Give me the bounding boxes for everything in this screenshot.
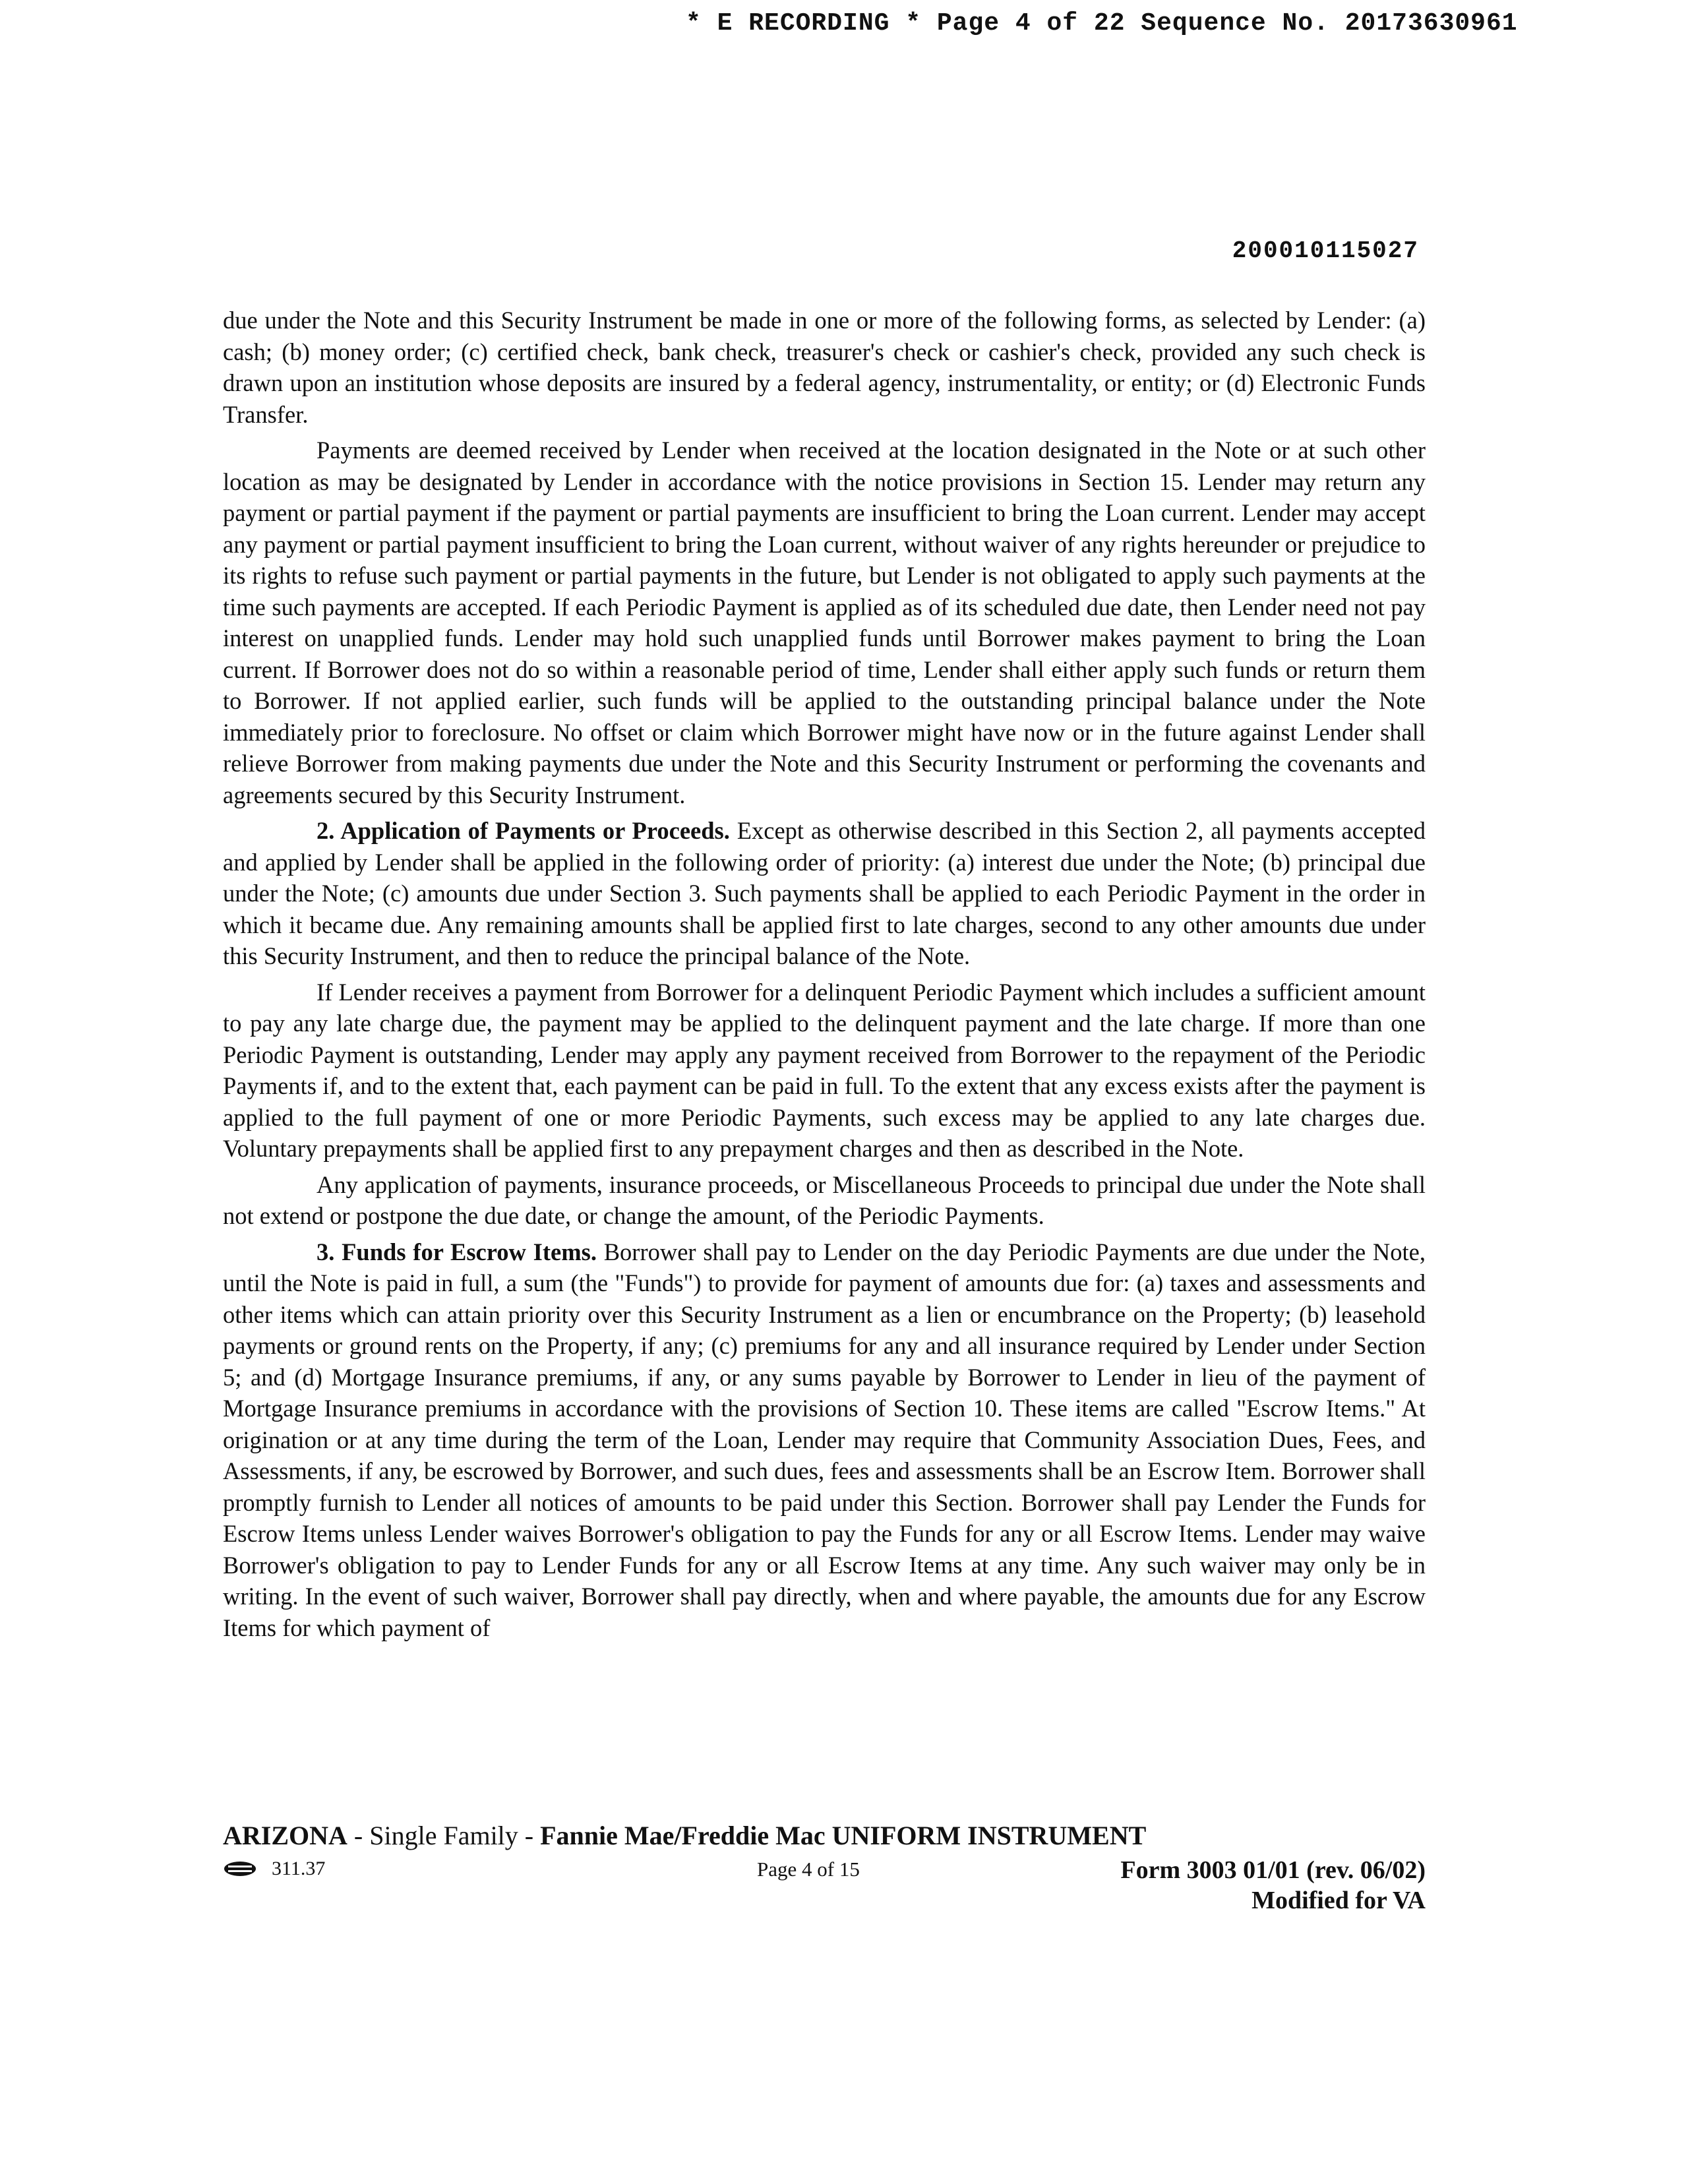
paragraph-application-of-proceeds — [223, 1169, 1426, 1232]
page-number: Page 4 of 15 — [757, 1858, 860, 1881]
paragraph-delinquent-payment — [223, 977, 1426, 1165]
document-number: 200010115027 — [1232, 237, 1419, 264]
footer-instrument-line — [223, 1820, 1426, 1851]
paragraph-text: due under the Note and this Security Instrument be made in one or more of the following forms, as selected by Lender: (a) cash; (b) money order; (c) certified check, bank check, treasurer's check or cashier's check, provided any such check is drawn upon an institution whose deposits are insured by a federal agency, instrumentality, or entity; or (d) Electronic Funds Transfer. — [223, 307, 1426, 428]
form-modified: Modified for VA — [1251, 1887, 1426, 1914]
form-code-text: 311.37 — [272, 1858, 326, 1879]
paragraph-text: Borrower shall pay to Lender on the day Periodic Payments are due under the Note, until the Note is paid in full, a sum (the "Funds") to provide for payment of amounts due for: (a) taxes and assessments and other items which can attain priority over this Security Instrument as a lien or encumbrance on the Property; (b) leasehold payments or ground rents on the Property, if any; (c) premiums for any and all insurance required by Lender under Section 5; and (d) Mortgage Insurance premiums, if any, or any sums payable by Borrower to Lender in lieu of the payment of Mortgage Insurance premiums in accordance with the provisions of Section 10. These items are called "Escrow Items." At origination or at any time during the term of the Loan, Lender may require that Community Association Dues, Fees, and Assessments, if any, be escrowed by Borrower, and such dues, fees and assessments shall be an Escrow Item. Borrower shall promptly furnish to Lender all notices of amounts to be paid under this Section. Borrower shall pay Lender the Funds for Escrow Items unless Lender waives Borrower's obligation to pay the Funds for any or all Escrow Items. Lender may waive Borrower's obligation to pay to Lender Funds for any or all Escrow Items at any time. Any such waiver may only be in writing. In the event of such waiver, Borrower shall pay directly, when and where payable, the amounts due for any Escrow Items for which payment of — [223, 1238, 1426, 1641]
paragraph-forms-of-payment — [223, 305, 1426, 430]
paragraph-text: If Lender receives a payment from Borrower for a delinquent Periodic Payment which includes a sufficient amount to pay any late charge due, the payment may be applied to the delinquent payment and the late charge. If more than one Periodic Payment is outstanding, Lender may apply any payment received from Borrower to the repayment of the Periodic Payments if, and to the extent that, each payment can be paid in full. To the extent that any excess exists after the payment is applied to the full payment of one or more Periodic Payments, such excess may be applied to any late charges due. Voluntary prepayments shall be applied first to any prepayment charges and then as described in the Note. — [223, 978, 1426, 1162]
footer-property-type: - Single Family - — [347, 1821, 541, 1850]
vmp-logo-icon — [223, 1860, 257, 1877]
document-body — [223, 305, 1426, 1648]
paragraph-text: Except as otherwise described in this Section 2, all payments accepted and applied by Lender shall be applied in the following order of priority: (a) interest due under the Note; (b) principal due under the Note; (c) amounts due under Section 3. Such payments shall be applied to each Periodic Payment in the order in which it became due. Any remaining amounts shall be applied first to late charges, second to any other amounts due under this Security Instrument, and then to reduce the principal balance of the Note. — [223, 817, 1426, 969]
recording-header: * E RECORDING * Page 4 of 22 Sequence No. 20173630961 — [686, 9, 1518, 38]
paragraph-payments-received — [223, 435, 1426, 810]
section-heading: 2. Application of Payments or Proceeds. — [316, 817, 730, 844]
paragraph-section-2 — [223, 815, 1426, 972]
footer-row — [223, 1855, 1426, 1918]
form-number: Form 3003 01/01 (rev. 06/02) — [1120, 1856, 1426, 1884]
paragraph-text: Payments are deemed received by Lender when received at the location designated in the Note or at such other location as may be designated by Lender in accordance with the notice provisions in Section 15. Lender may return any payment or partial payment if the payment or partial payments are insufficient to bring the Loan current. Lender may accept any payment or partial payment insufficient to bring the Loan current, without waiver of any rights hereunder or prejudice to its rights to refuse such payment or partial payments in the future, but Lender is not obligated to apply such payments at the time such payments are accepted. If each Periodic Payment is applied as of its scheduled due date, then Lender need not pay interest on unapplied funds. Lender may hold such unapplied funds until Borrower makes payment to bring the Loan current. If Borrower does not do so within a reasonable period of time, Lender shall either apply such funds or return them to Borrower. If not applied earlier, such funds will be applied to the outstanding principal balance under the Note immediately prior to foreclosure. No offset or claim which Borrower might have now or in the future against Lender shall relieve Borrower from making payments due under the Note and this Security Instrument or performing the covenants and agreements secured by this Security Instrument. — [223, 437, 1426, 808]
footer-state: ARIZONA — [223, 1821, 347, 1850]
section-heading: 3. Funds for Escrow Items. — [316, 1238, 597, 1265]
footer-form-code — [223, 1858, 325, 1880]
paragraph-text: Any application of payments, insurance proceeds, or Miscellaneous Proceeds to principal due under the Note shall not extend or postpone the due date, or change the amount, of the Periodic Payments. — [223, 1170, 1426, 1229]
paragraph-section-3 — [223, 1236, 1426, 1644]
page-footer — [223, 1820, 1426, 1918]
footer-instrument: Fannie Mae/Freddie Mac UNIFORM INSTRUMENT — [540, 1821, 1147, 1850]
form-info — [1120, 1855, 1426, 1916]
